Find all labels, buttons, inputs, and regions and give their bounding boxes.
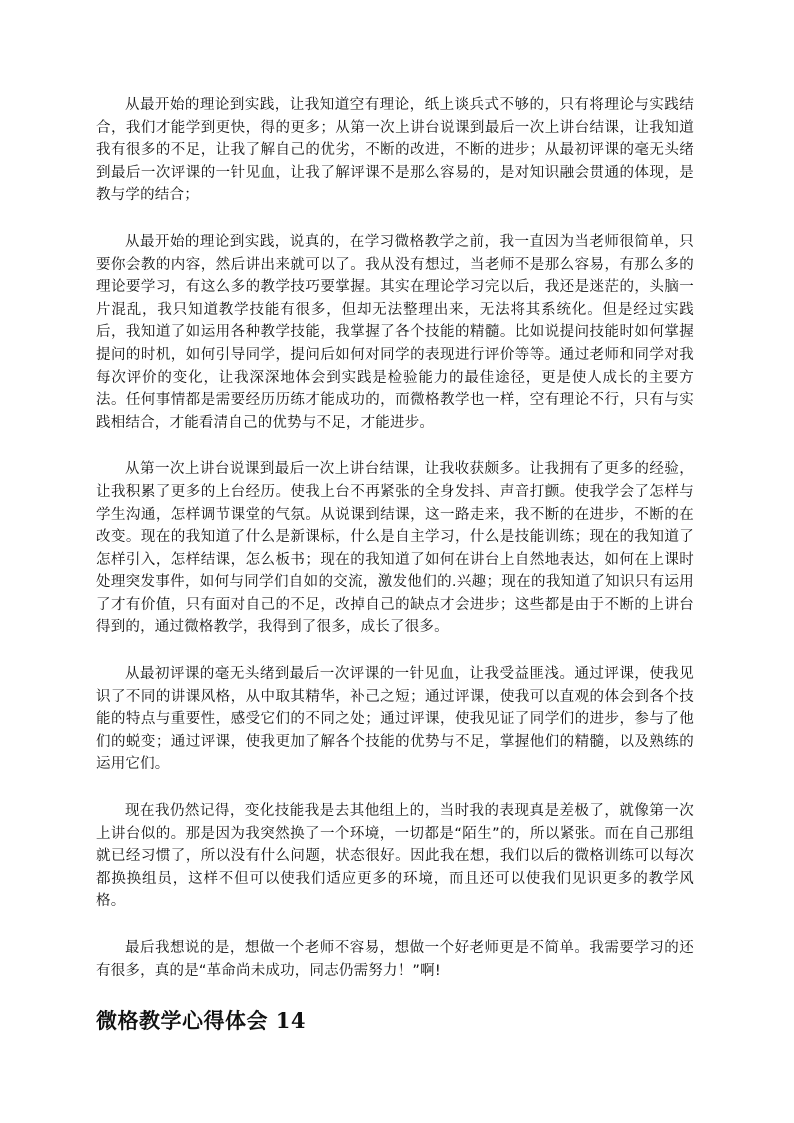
paragraph-4: 从最初评课的毫无头绪到最后一次评课的一针见血，让我受益匪浅。通过评课，使我见识了不同的讲课风格，从中取其精华，补己之短；通过评课，使我可以直观的体会到各个技能的特点与重要性，感受它们的不同之处；通过评课，使我见证了同学们的进步，参与了他们的蜕变；通过评课，使我更加了解各个技能的优势与不足，掌握他们的精髓，以及熟练的运用它们。	[96, 666, 694, 773]
paragraph-6: 最后我想说的是，想做一个老师不容易，想做一个好老师更是不简单。我需要学习的还有很多，真的是“革命尚未成功，同志仍需努力！”啊!	[96, 940, 694, 979]
paragraph-1: 从最开始的理论到实践，让我知道空有理论，纸上谈兵式不够的，只有将理论与实践结合，我们才能学到更快，得的更多；从第一次上讲台说课到最后一次上讲台结课，让我知道我有很多的不足，让我了解自己的优劣，不断的改进，不断的进步；从最初评课的毫无头绪到最后一次评课的一针见血，让我了解评课不是那么容易的，是对知识融会贯通的体现，是教与学的结合；	[96, 97, 694, 204]
paragraph-2: 从最开始的理论到实践，说真的，在学习微格教学之前，我一直因为当老师很简单，只要你会教的内容，然后讲出来就可以了。我从没有想过，当老师不是那么容易，有那么多的理论要学习，有这么多的教学技巧要掌握。其实在理论学习完以后，我还是迷茫的，头脑一片混乱，我只知道教学技能有很多，但却无法整理出来，无法将其系统化。但是经过实践后，我知道了如运用各种教学技能，我掌握了各个技能的精髓。比如说提问技能时如何掌握提问的时机，如何引导同学，提问后如何对同学的表现进行评价等等。通过老师和同学对我每次评价的变化，让我深深地体会到实践是检验能力的最佳途径，更是使人成长的主要方法。任何事情都是需要经历历练才能成功的，而微格教学也一样，空有理论不行，只有与实践相结合，才能看清自己的优势与不足，才能进步。	[96, 233, 694, 431]
document-page	[96, 94, 694, 1036]
paragraph-5: 现在我仍然记得，变化技能我是去其他组上的，当时我的表现真是差极了，就像第一次上讲台似的。那是因为我突然换了一个环境，一切都是“陌生”的，所以紧张。而在自己那组就已经习惯了，所以没有什么问题，状态很好。因此我在想，我们以后的微格训练可以每次都换换组员，这样不但可以使我们适应更多的环境，而且还可以使我们见识更多的教学风格。	[96, 803, 694, 910]
paragraph-3: 从第一次上讲台说课到最后一次上讲台结课，让我收获颇多。让我拥有了更多的经验，让我积累了更多的上台经历。使我上台不再紧张的全身发抖、声音打颤。使我学会了怎样与学生沟通，怎样调节课堂的气氛。从说课到结课，这一路走来，我不断的在进步，不断的在改变。现在的我知道了什么是新课标，什么是自主学习，什么是技能训练；现在的我知道了怎样引入，怎样结课，怎么板书；现在的我知道了如何在讲台上自然地表达，如何在上课时处理突发事件，如何与同学们自如的交流，激发他们的.兴趣；现在的我知道了知识只有运用了才有价值，只有面对自己的不足，改掉自己的缺点才会进步；这些都是由于不断的上讲台得到的，通过微格教学，我得到了很多，成长了很多。	[96, 461, 694, 636]
section-heading: 微格教学心得体会 14	[96, 1008, 307, 1034]
